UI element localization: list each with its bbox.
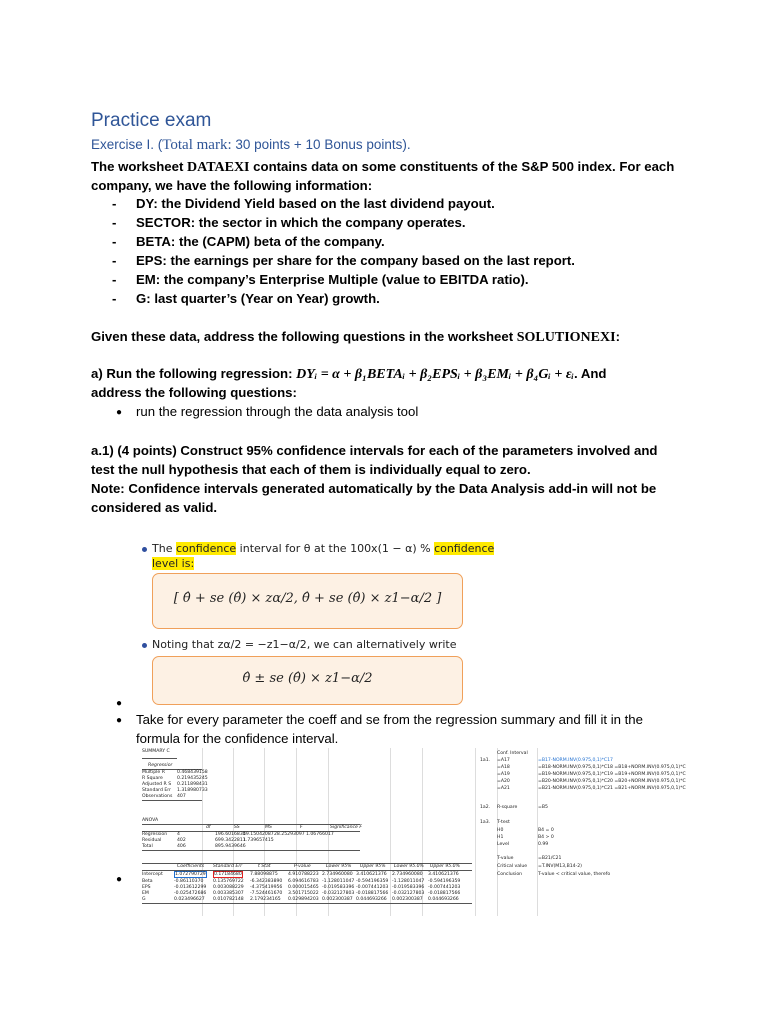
ci-formula-box: [152, 573, 463, 629]
ci-alt-formula-box: [152, 656, 463, 705]
slide-bullet-icon: [142, 643, 147, 648]
exercise-heading: Exercise I. (Total mark: 30 points + 10 Bonus points).: [91, 137, 411, 153]
sheet-summary: SUMMARY C: [142, 749, 170, 754]
bullet-text-2: formula for the confidence interval.: [136, 731, 339, 746]
dash: -: [112, 196, 117, 211]
list-item: BETA: the (CAPM) beta of the company.: [136, 234, 385, 249]
dash: -: [112, 272, 117, 287]
list-item: DY: the Dividend Yield based on the last dividend payout.: [136, 196, 495, 211]
bullet-icon: ●: [116, 698, 123, 709]
intro-line-2: company, we have the following information:: [91, 178, 373, 193]
bullet-text: run the regression through the data analysis tool: [136, 404, 419, 419]
question-a1-l1: a.1) (4 points) Construct 95% confidence intervals for each of the parameters involved and: [91, 443, 658, 458]
ci-alt-formula: θ̂ ± se (θ̂) × z1−α/2: [242, 671, 373, 686]
bullet-icon: ●: [116, 874, 123, 885]
intro-line-1: The worksheet DATAEXI contains data on some constituents of the S&P 500 index. For each: [91, 159, 675, 175]
list-item: EPS: the earnings per share for the company based on the last report.: [136, 253, 575, 268]
question-a1-l2: test the null hypothesis that each of them is individually equal to zero.: [91, 462, 531, 477]
regression-spreadsheet: SUMMARY C Regressior Multiple R 0.468439158 R Square 0.219435245 Adjusted R S 0.211898431 Standard Err 1.318980733 Observations 407 ANOVA df SS MS F Significance F Regression 4 196.6016835 49.15042087 28.25293097 1.06766017 Residual 402 699.3422811 1.739657415 Total 406 895.9439646 Coefficients Standard Err t Stat P-value Lower 95% Upper 95% Lower 95.0% Upper 95.0% Intercept 1.072790729 0.17184680 7.88098875 4.910788223 2.734960080 3.410621376 2.734960080 3.410621376 Beta -0.86110370 0.135769722 -6.342383890 6.094616783 -1.128011047 -0.594196359 -1.128011047 -0.594196359 EPS -0.013612299 0.003088229 -4.375419956 0.000015465 -0.019583396 -0.007441203 -0.019583396 -0.007441203 EM -0.025472686 0.003385307 -7.524461670 3.501715022 -0.032127803 -0.018817566 -0.032127803 -0.018817566 G 0.023496627 0.010782148 2.179234165 0.029894203 0.002300387 0.044693266 0.002300387 0.044693266 Conf. Interval 1a1. =A17 =B17-NORM.INV(0.975,0,1)*C17 =A18 =B18-NORM.INV(0.975,0,1)*C18 =B18+NORM.INV(0.975,0,1)*C =A19 =B19-NORM.INV(0.975,0,1)*C19 =B19+NORM.INV(0.975,0,1)*C =A20 =B20-NORM.INV(0.975,0,1)*C20 =B20+NORM.INV(0.975,0,1)*C =A21 =B21-NORM.INV(0.975,0,1)*C21 =B21+NORM.INV(0.975,0,1)*C 1a2. R-square =B5 1a3. T-test H0 B4 = 0 H1 B4 > 0 Level 0.99 T-value =B21/C21 Critical value =T.INV(M13,B14-2) Conclusion T-value < critical value, therefo: [140, 748, 700, 916]
dash: -: [112, 234, 117, 249]
list-item: SECTOR: the sector in which the company operates.: [136, 215, 466, 230]
question-a: a) Run the following regression: DYᵢ = α + β₁BETAᵢ + β₂EPSᵢ + β₃EMᵢ + β₄Gᵢ + εᵢ. And: [91, 366, 607, 382]
question-a1-note-2: considered as valid.: [91, 500, 218, 515]
question-a1-note: Note: Confidence intervals generated automatically by the Data Analysis add-in will not be: [91, 481, 657, 496]
slide-bullet-icon: [142, 547, 147, 552]
bullet-icon: ●: [116, 407, 123, 418]
slide-text-2: level is:: [152, 557, 195, 570]
bullet-text: Take for every parameter the coeff and se from the regression summary and fill it in the: [136, 712, 643, 727]
question-a-line-2: address the following questions:: [91, 385, 297, 400]
slide-text-3: Noting that zα/2 = −z1−α/2, we can alternatively write: [152, 638, 457, 651]
list-item: EM: the company’s Enterprise Multiple (value to EBITDA ratio).: [136, 272, 529, 287]
slide-text-1: The confidence interval for θ at the 100x(1 − α) % confidence: [152, 542, 495, 555]
regression-equation: DYᵢ = α + β₁BETAᵢ + β₂EPSᵢ + β₃EMᵢ + β₄Gᵢ + εᵢ: [296, 367, 574, 382]
list-item: G: last quarter’s (Year on Year) growth.: [136, 291, 380, 306]
sheet-anova: ANOVA: [142, 818, 159, 823]
page-title: Practice exam: [91, 110, 212, 131]
dash: -: [112, 215, 117, 230]
given-line: Given these data, address the following questions in the worksheet SOLUTIONEXI:: [91, 329, 620, 345]
ci-formula: [ θ̂ + se (θ̂) × zα/2, θ̂ + se (θ̂) × z1−α/2 ]: [173, 591, 442, 606]
bullet-icon: ●: [116, 715, 123, 726]
dash: -: [112, 253, 117, 268]
dash: -: [112, 291, 117, 306]
